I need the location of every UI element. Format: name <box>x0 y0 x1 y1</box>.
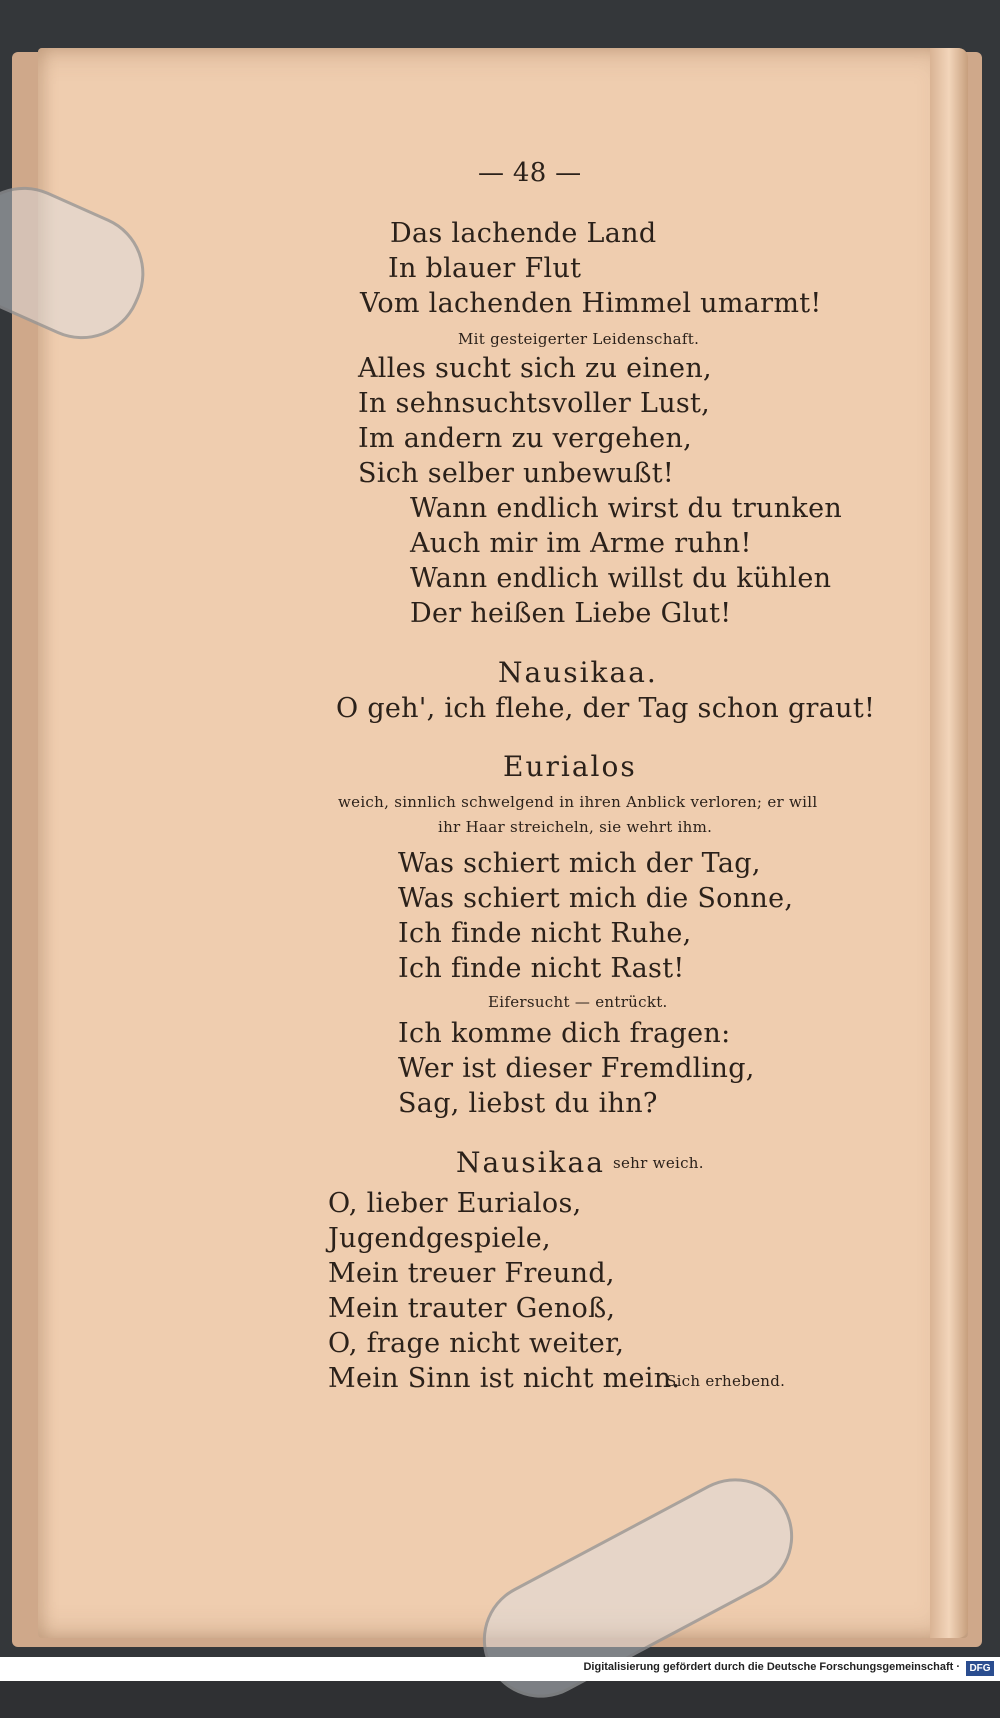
verse-line: Sag, liebst du ihn? <box>398 1088 658 1119</box>
verse-line: Mein treuer Freund, <box>328 1258 615 1289</box>
speaker-name: Nausikaa <box>456 1146 605 1179</box>
stage-direction: Sich erhebend. <box>666 1372 786 1390</box>
stage-direction: weich, sinnlich schwelgend in ihren Anblick verloren; er will <box>338 793 818 811</box>
speaker-name: Nausikaa. <box>498 656 658 689</box>
verse-line: Was schiert mich die Sonne, <box>398 883 794 914</box>
footer-bar <box>0 1657 1000 1681</box>
verse-line: O geh', ich flehe, der Tag schon graut! <box>336 693 876 724</box>
footer-credit: Digitalisierung gefördert durch die Deutsche Forschungsgemeinschaft · <box>583 1661 960 1673</box>
verse-line: Jugendgespiele, <box>328 1223 551 1254</box>
dfg-logo: DFG <box>966 1661 994 1676</box>
verse-line: In blauer Flut <box>388 253 582 284</box>
verse-line: Wann endlich wirst du trunken <box>410 493 843 524</box>
verse-line: Sich selber unbewußt! <box>358 458 675 489</box>
verse-line: O, frage nicht weiter, <box>328 1328 625 1359</box>
verse-line: Das lachende Land <box>390 218 657 249</box>
speaker-name: Eurialos <box>503 750 637 783</box>
stage-direction: Eifersucht — entrückt. <box>488 993 668 1011</box>
verse-line: In sehnsuchtsvoller Lust, <box>358 388 711 419</box>
verse-line: Mein trauter Genoß, <box>328 1293 616 1324</box>
verse-line: O, lieber Eurialos, <box>328 1188 582 1219</box>
stage-direction: ihr Haar streicheln, sie wehrt ihm. <box>438 818 713 836</box>
stage-direction: Mit gesteigerter Leidenschaft. <box>458 330 700 348</box>
verse-line: Wann endlich willst du kühlen <box>410 563 832 594</box>
verse-line: Vom lachenden Himmel umarmt! <box>360 288 822 319</box>
page-number: — 48 — <box>478 158 582 188</box>
verse-line: Der heißen Liebe Glut! <box>410 598 732 629</box>
verse-line: Wer ist dieser Fremdling, <box>398 1053 755 1084</box>
verse-line: Was schiert mich der Tag, <box>398 848 761 879</box>
verse-line: Alles sucht sich zu einen, <box>358 353 712 384</box>
page-edge-shadow <box>930 48 968 1638</box>
verse-line: Mein Sinn ist nicht mein. <box>328 1363 681 1394</box>
verse-line: Ich finde nicht Ruhe, <box>398 918 692 949</box>
verse-line: Im andern zu vergehen, <box>358 423 693 454</box>
book-page <box>38 48 968 1638</box>
verse-line: Ich komme dich fragen: <box>398 1018 731 1049</box>
stage-direction: sehr weich. <box>613 1154 704 1172</box>
verse-line: Ich finde nicht Rast! <box>398 953 685 984</box>
verse-line: Auch mir im Arme ruhn! <box>410 528 752 559</box>
